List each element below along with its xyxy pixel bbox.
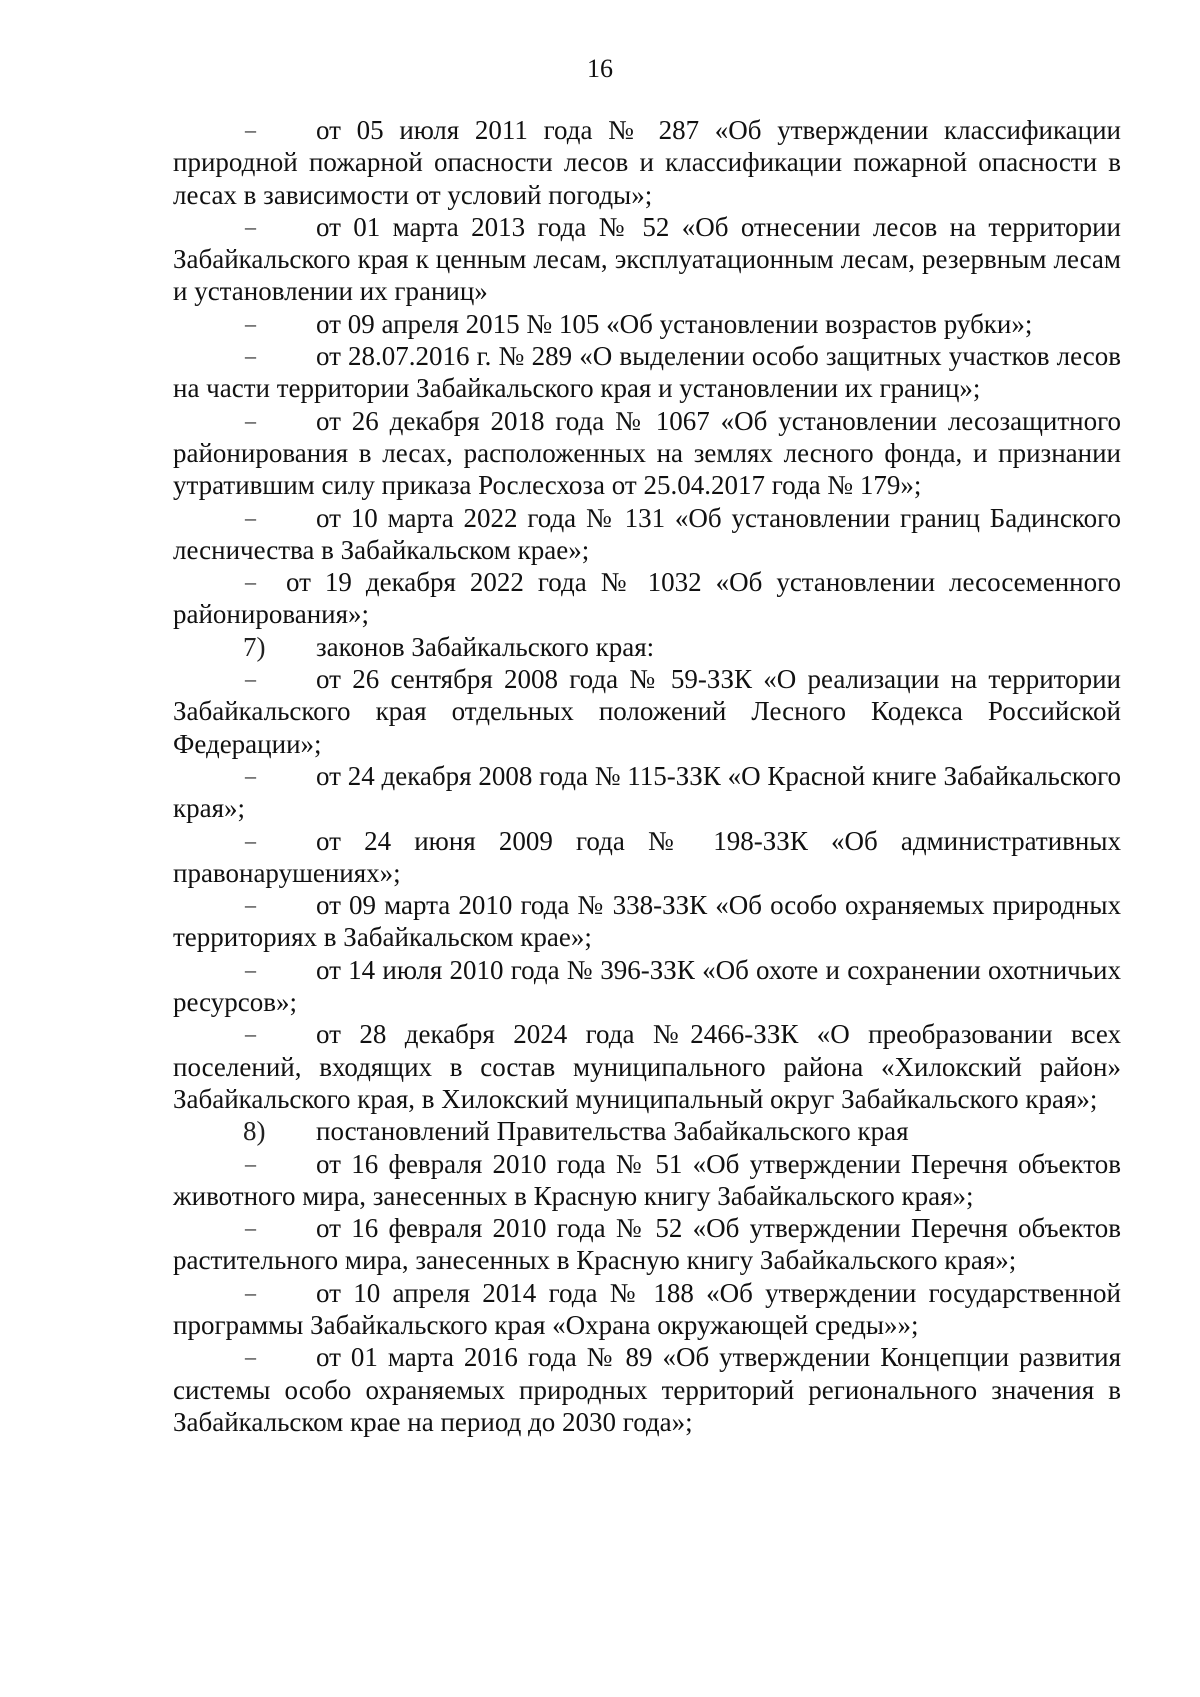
list-item <box>173 1212 1121 1277</box>
list-item <box>173 1341 1121 1438</box>
list-item <box>173 663 1121 760</box>
list-item-text: от 14 июля 2010 года № 396-ЗЗК «Об охоте и сохранении охотничьих ресурсов»; <box>173 954 1121 1018</box>
list-item <box>173 114 1121 211</box>
list-dash: – <box>245 310 256 336</box>
list-item <box>173 825 1121 890</box>
list-dash: – <box>245 762 256 788</box>
list-item <box>173 889 1121 954</box>
list-item-text: от 19 декабря 2022 года № 1032 «Об установлении лесосеменного районирования»; <box>173 567 1121 630</box>
list-item-text: от 16 февраля 2010 года № 51 «Об утверждении Перечня объектов животного мира, занесенных в Красную книгу Забайкальского края»; <box>173 1148 1121 1211</box>
list-item-text: от 26 декабря 2018 года № 1067 «Об установлении лесозащитного районирования в лесах, расположенных на землях лесного фонда, и признании утратившим силу приказа Рослесхоза от 25.04.2017 года № 179»; <box>173 405 1121 501</box>
section-number: 8) <box>243 1116 266 1147</box>
list-item-text: от 01 марта 2013 года № 52 «Об отнесении лесов на территории Забайкальского края к ценным лесам, эксплуатационным лесам, резервным лесам и установлении их границ» <box>173 211 1121 307</box>
document-body <box>173 114 1121 1438</box>
list-dash: – <box>245 504 256 530</box>
list-dash: – <box>245 1021 256 1047</box>
list-dash: – <box>245 892 256 918</box>
page-number: 16 <box>587 54 613 83</box>
list-item-text: от 16 февраля 2010 года № 52 «Об утверждении Перечня объектов растительного мира, занесенных в Красную книгу Забайкальского края»; <box>173 1213 1121 1276</box>
list-dash: – <box>245 117 256 142</box>
section-number: 7) <box>243 631 266 662</box>
list-item-text: от 05 июля 2011 года № 287 «Об утверждении классификации природной пожарной опасности лесов и классификации пожарной опасности в лесах в зависимости от условий погоды»; <box>173 115 1121 210</box>
section-heading <box>173 631 1121 663</box>
list-item-text: от 28.07.2016 г. № 289 «О выделении особо защитных участков лесов на части территории Забайкальского края и установлении их границ»; <box>173 341 1121 404</box>
list-item <box>173 211 1121 308</box>
list-item <box>173 566 1121 631</box>
list-dash: – <box>245 1344 256 1370</box>
section-heading <box>173 1115 1121 1147</box>
list-item <box>173 1148 1121 1213</box>
list-dash: – <box>245 213 256 239</box>
list-item-text: от 28 декабря 2024 года №2466-ЗЗК «О преобразовании всех поселений, входящих в состав муниципального района «Хилокский район» Забайкальского края, в Хилокский муниципальный округ Забайкальского края»; <box>173 1019 1121 1114</box>
list-item <box>173 954 1121 1019</box>
list-dash: – <box>245 666 256 692</box>
list-dash: – <box>245 827 256 853</box>
list-item-text: от 24 июня 2009 года № 198-ЗЗК «Об административных правонарушениях»; <box>173 825 1121 888</box>
list-item <box>173 405 1121 502</box>
section-heading-text: постановлений Правительства Забайкальского края <box>316 1116 909 1147</box>
list-dash: – <box>245 343 256 369</box>
list-item-text: от 26 сентября 2008 года № 59-ЗЗК «О реализации на территории Забайкальского края отдельных положений Лесного Кодекса Российской Федерации»; <box>173 664 1121 759</box>
list-item <box>173 502 1121 567</box>
list-item <box>173 760 1121 825</box>
list-dash: – <box>245 569 256 595</box>
list-dash: – <box>245 407 256 433</box>
list-item-text: от 10 марта 2022 года № 131 «Об установлении границ Бадинского лесничества в Забайкальском крае»; <box>173 502 1121 565</box>
list-item-text: от 01 марта 2016 года № 89 «Об утверждении Концепции развития системы особо охраняемых природных территорий регионального значения в Забайкальском крае на период до 2030 года»; <box>173 1342 1121 1437</box>
section-heading-text: законов Забайкальского края: <box>316 631 655 662</box>
list-item <box>173 1018 1121 1115</box>
list-dash: – <box>245 1279 256 1305</box>
list-dash: – <box>245 956 256 982</box>
list-item-text: от 24 декабря 2008 года № 115-ЗЗК «О Красной книге Забайкальского края»; <box>173 760 1121 824</box>
list-item <box>173 340 1121 405</box>
list-dash: – <box>245 1150 256 1176</box>
list-item-text: от 10 апреля 2014 года № 188 «Об утверждении государственной программы Забайкальского края «Охрана окружающей среды»»; <box>173 1277 1121 1340</box>
list-item <box>173 1277 1121 1342</box>
list-dash: – <box>245 1215 256 1241</box>
list-item <box>173 308 1121 340</box>
list-item-text: от 09 марта 2010 года № 338-ЗЗК «Об особо охраняемых природных территориях в Забайкальском крае»; <box>173 890 1121 953</box>
list-item-text: от 09 апреля 2015 № 105 «Об установлении возрастов рубки»; <box>316 308 1033 339</box>
